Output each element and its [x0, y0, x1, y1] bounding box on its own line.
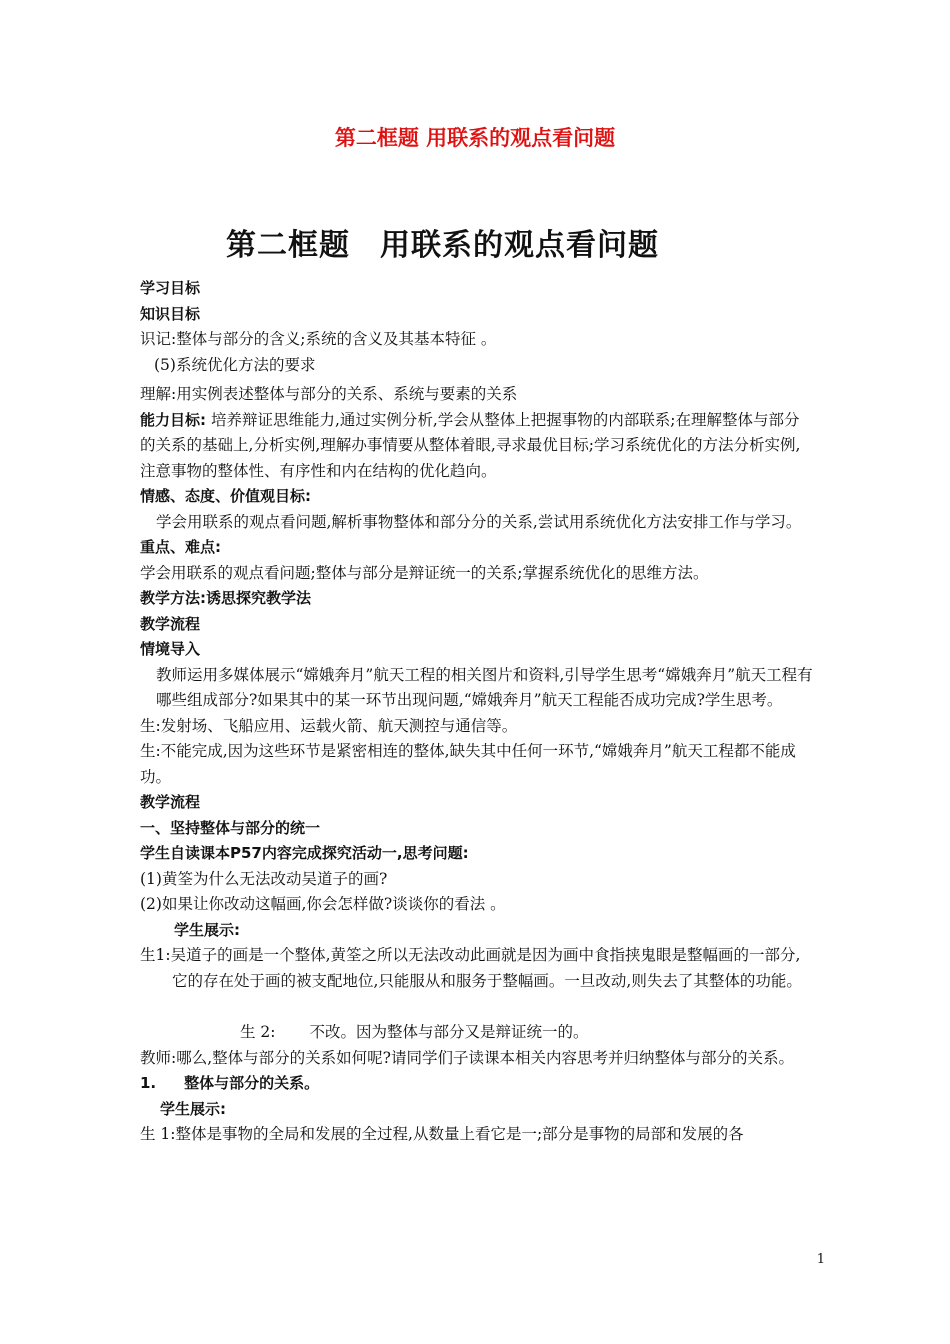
paragraph-emotion-goals: 学会用联系的观点看问题,解析事物整体和部分分的关系,尝试用系统优化方法安排工作与学习。 [156, 512, 802, 531]
paragraph-understand: 理解:用实例表述整体与部分的关系、系统与要素的关系 [140, 385, 518, 403]
heading-section-one: 一、坚持整体与部分的统一 [140, 818, 321, 837]
heading-teaching-process: 教学流程 [140, 614, 201, 633]
paragraph-student-1b: 生 1:整体是事物的全局和发展的全过程,从数量上看它是一;部分是事物的局部和发展的各 [140, 1125, 744, 1143]
document-title [226, 220, 659, 264]
paragraph-system-optimization: (5)系统优化方法的要求 [154, 355, 316, 374]
label-ability-goals: 能力目标: [140, 410, 206, 429]
title-part-1: 第二框题 [226, 228, 350, 263]
document-body [140, 276, 815, 1148]
paragraph-student-1: 生1:吴道子的画是一个整体,黄筌之所以无法改动此画就是因为画中食指挟鬼眼是整幅画的一部分,它的存在处于画的被支配地位,只能服从和服务于整幅画。一旦改动,则失去了其整体的功能。 [140, 946, 802, 990]
paragraph-scenario: 教师运用多媒体展示“嫦娥奔月”航天工程的相关图片和资料,引导学生思考“嫦娥奔月”航天工程有哪些组成部分?如果其中的某一环节出现问题,“嫦娥奔月”航天工程能否成功完成?学生思考。 [156, 665, 813, 709]
heading-key-points: 重点、难点: [140, 538, 221, 556]
paragraph-key-points: 学会用联系的观点看问题;整体与部分是辩证统一的关系;掌握系统优化的思维方法。 [140, 563, 709, 582]
heading-self-study: 学生自读课本P57内容完成探究活动一,思考问题: [140, 844, 469, 862]
heading-whole-part [140, 1071, 815, 1097]
heading-teaching-process-2: 教学流程 [140, 793, 201, 811]
question-2: (2)如果让你改动这幅画,你会怎样做?谈谈你的看法 。 [140, 895, 506, 913]
item-number: 1. [140, 1074, 157, 1092]
heading-scenario-intro: 情境导入 [140, 640, 201, 658]
heading-knowledge-goals: 知识目标 [140, 304, 201, 323]
heading-learning-goals: 学习目标 [140, 279, 201, 297]
item-title: 整体与部分的关系。 [184, 1074, 320, 1092]
label-student-2: 生 2: [240, 1023, 276, 1041]
paragraph-memorize: 识记:整体与部分的含义;系统的含义及其基本特征 。 [140, 330, 497, 348]
paragraph-student-answer-1: 生:发射场、飞船应用、运载火箭、航天测控与通信等。 [140, 716, 518, 735]
heading-emotion-goals: 情感、态度、价值观目标: [140, 487, 311, 505]
paragraph-teacher: 教师:哪么,整体与部分的关系如何呢?请同学们子读课本相关内容思考并归纳整体与部分的关系。 [140, 1048, 794, 1067]
document-heading-red: 第二框题 用联系的观点看问题 [334, 126, 616, 150]
paragraph-student-2 [140, 1020, 815, 1046]
paragraph-ability-goals [140, 408, 815, 485]
question-1: (1)黄筌为什么无法改动吴道子的画? [140, 869, 388, 888]
text-ability-goals: 培养辩证思维能力,通过实例分析,学会从整体上把握事物的内部联系;在理解整体与部分的关系的基础上,分析实例,理解办事情要从整体着眼,寻求最优目标;学习系统优化的方法分析实例,注意事物的整体性、有序性和内在结构的优化趋向。 [140, 410, 801, 480]
page-number: 1 [816, 1252, 825, 1267]
heading-student-show-2: 学生展示: [160, 1099, 226, 1118]
heading-student-show: 学生展示: [174, 920, 240, 939]
title-part-2: 用联系的观点看问题 [380, 228, 659, 263]
heading-teaching-method: 教学方法:诱思探究教学法 [140, 589, 311, 607]
text-student-2: 不改。因为整体与部分又是辩证统一的。 [309, 1023, 589, 1041]
paragraph-student-answer-2: 生:不能完成,因为这些环节是紧密相连的整体,缺失其中任何一环节,“嫦娥奔月”航天工程都不能成功。 [140, 742, 796, 786]
